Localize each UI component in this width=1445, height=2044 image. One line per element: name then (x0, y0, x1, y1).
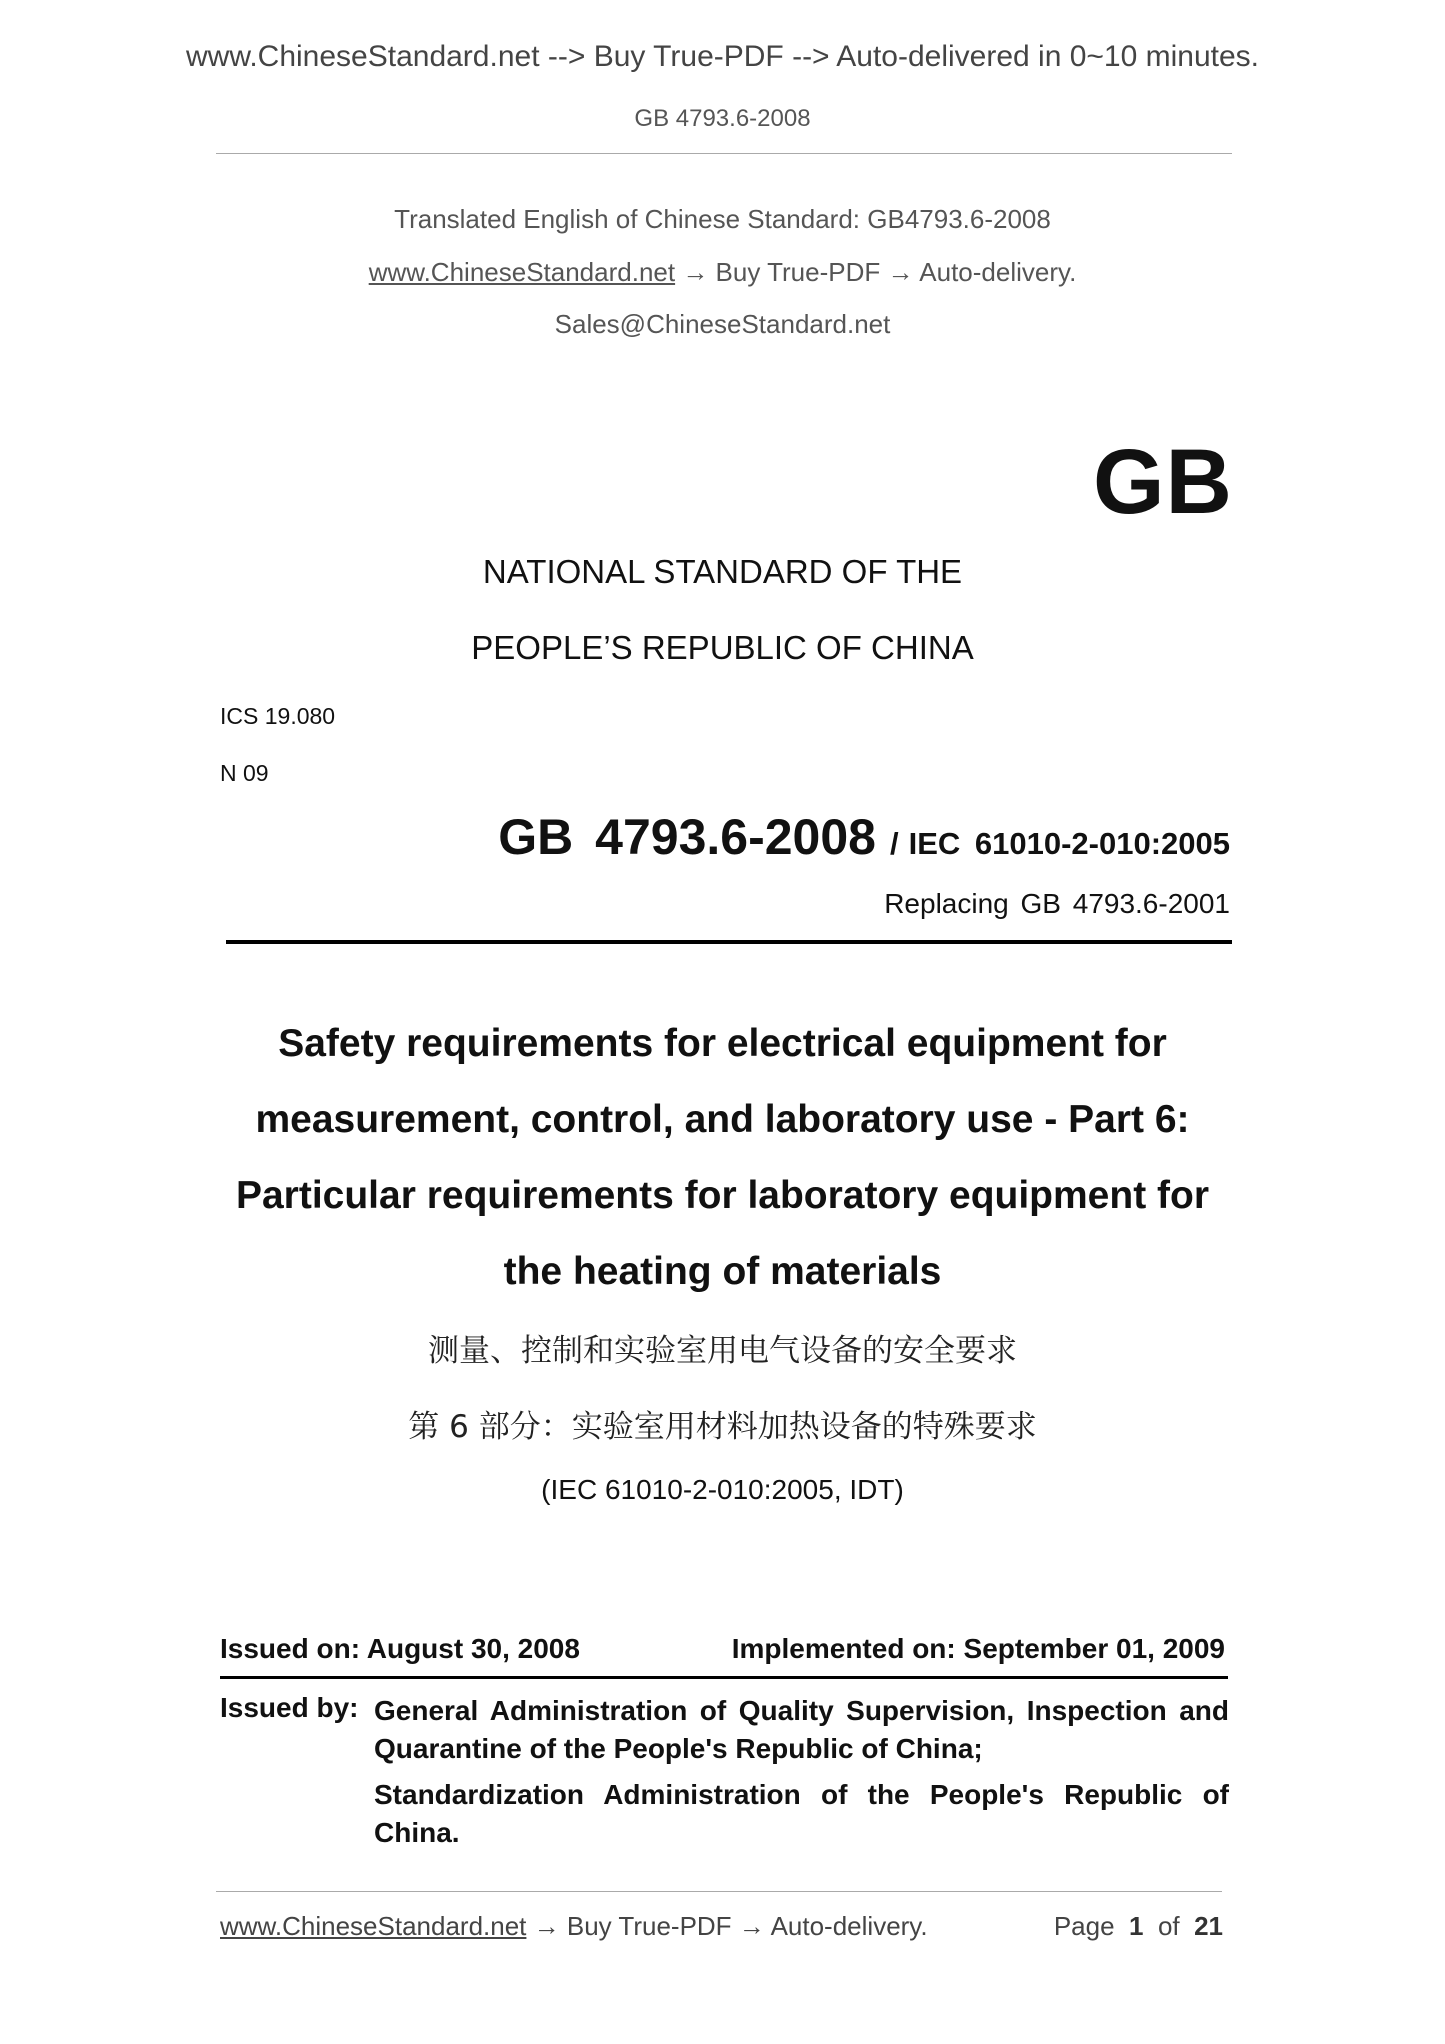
national-standard-line-1: NATIONAL STANDARD OF THE (482, 553, 963, 590)
issued-on: Issued on: August 30, 2008 (220, 1633, 580, 1664)
title-line-4: the heating of materials (503, 1250, 942, 1293)
n-code: N 09 (220, 760, 269, 786)
issue-divider (220, 1676, 1228, 1679)
standard-number: GB 4793.6-2008 (498, 809, 876, 865)
chinese-title-line-1: 测量、控制和实验室用电气设备的安全要求 (428, 1333, 1017, 1369)
footer-site-link[interactable]: www.ChineseStandard.net (220, 1911, 527, 1941)
of-label: of (1157, 1911, 1180, 1941)
header-divider (216, 153, 1232, 154)
page-indicator (1054, 1911, 1223, 1942)
issuer-sac: Standardization Administration of the People's Republic of China. (374, 1779, 1229, 1848)
site-link[interactable]: www.ChineseStandard.net (368, 257, 676, 287)
title-line-2: measurement, control, and laboratory use - Part 6: (255, 1098, 1190, 1141)
replacing-note: Replacing GB 4793.6-2001 (884, 888, 1230, 919)
issued-by-label: Issued by: (220, 1692, 359, 1723)
translated-notice: Translated English of Chinese Standard: GB4793.6-2008 (394, 204, 1051, 234)
implemented-on: Implemented on: September 01, 2009 (731, 1633, 1225, 1664)
footer-buy-text: → Buy True-PDF → Auto-delivery. (526, 1911, 928, 1941)
footer-divider (216, 1891, 1222, 1892)
buy-line (0, 257, 1445, 288)
issuer-aqsiq: General Administration of Quality Supervision, Inspection and Quarantine of the People's Republic of China; (374, 1695, 1229, 1764)
top-banner[interactable]: www.ChineseStandard.net --> Buy True-PDF --> Auto-delivered in 0~10 minutes. (185, 40, 1260, 73)
standard-slash: / (889, 826, 899, 861)
title-line-3: Particular requirements for laboratory equipment for (235, 1174, 1210, 1217)
national-standard-line-2: PEOPLE’S REPUBLIC OF CHINA (471, 629, 974, 666)
footer-buy-line (220, 1911, 928, 1942)
ics-code: ICS 19.080 (220, 703, 336, 729)
gb-logo: GB (1093, 431, 1233, 533)
page-total: 21 (1194, 1911, 1223, 1941)
iec-number: IEC 61010-2-010:2005 (908, 826, 1230, 861)
page-number: 1 (1129, 1911, 1144, 1941)
buy-text: → Buy True-PDF → Auto-delivery. (675, 257, 1077, 287)
page-label: Page (1053, 1911, 1115, 1941)
sales-email[interactable]: Sales@ChineseStandard.net (554, 309, 891, 339)
title-line-1: Safety requirements for electrical equipment for (278, 1022, 1167, 1065)
title-divider (226, 940, 1232, 944)
chinese-title-line-2: 第 6 部分：实验室用材料加热设备的特殊要求 (408, 1409, 1037, 1445)
standard-number-line (498, 808, 1230, 866)
doc-code-header: GB 4793.6-2008 (634, 105, 811, 132)
idt-note: (IEC 61010-2-010:2005, IDT) (541, 1474, 904, 1505)
